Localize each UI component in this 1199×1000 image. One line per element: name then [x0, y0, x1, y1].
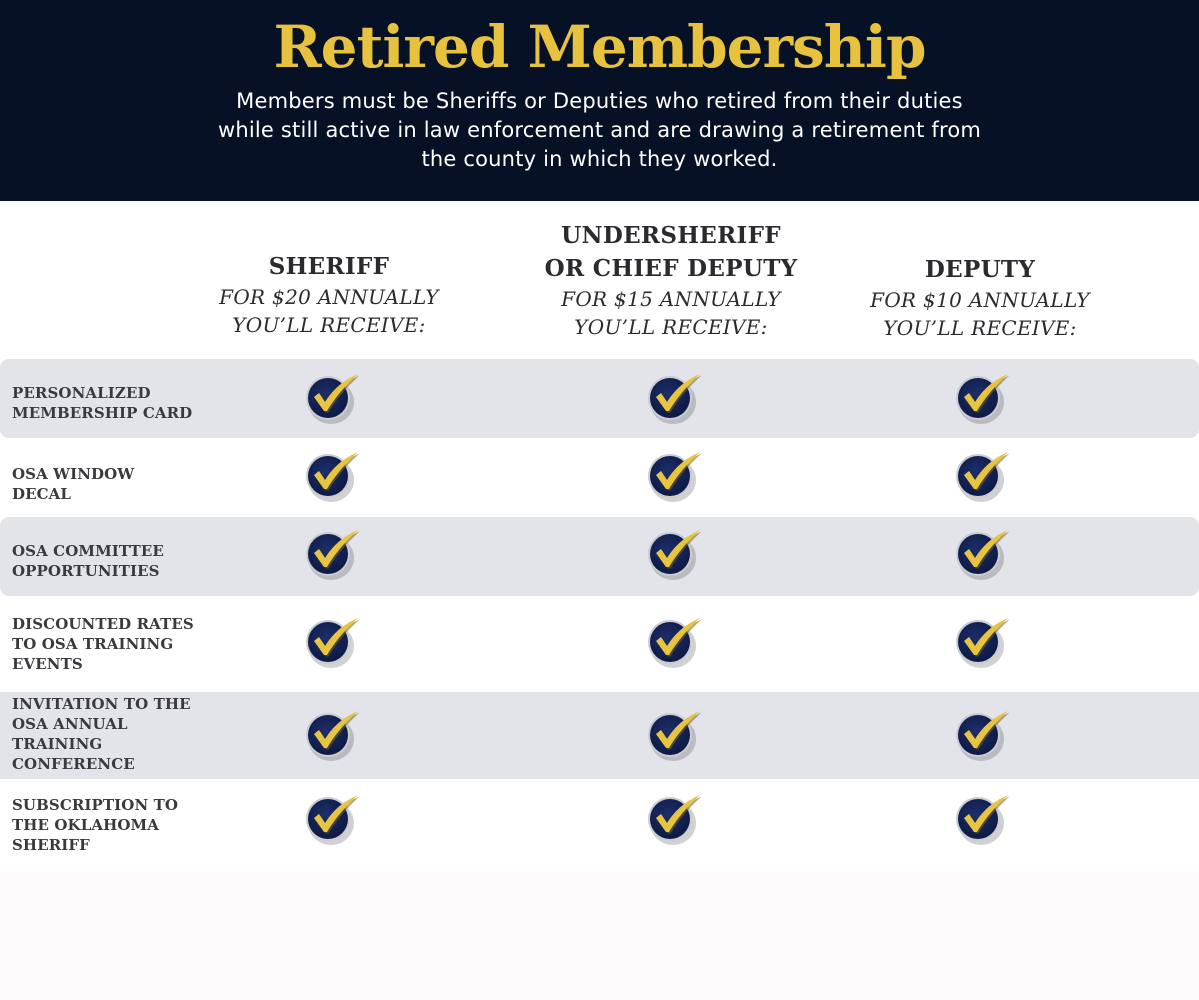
benefit-row	[0, 438, 1199, 517]
column-price: YOU’LL RECEIVE:	[574, 315, 768, 339]
checkmark-badge-icon	[952, 793, 1012, 849]
column-price: YOU’LL RECEIVE:	[883, 316, 1077, 340]
membership-comparison-table	[0, 201, 1199, 869]
checkmark-badge-icon	[302, 793, 362, 849]
benefit-label	[12, 464, 197, 504]
benefit-label-line: CONFERENCE	[12, 755, 135, 773]
column-price: YOU’LL RECEIVE:	[232, 313, 426, 337]
benefit-row	[0, 692, 1199, 779]
checkmark-badge-icon	[302, 616, 362, 672]
checkmark-badge-icon	[644, 528, 704, 584]
column-price: FOR $20 ANNUALLY	[219, 285, 439, 309]
column-header-deputy	[830, 253, 1130, 342]
benefit-label-line: THE OKLAHOMA	[12, 816, 159, 834]
checkmark-badge-icon	[644, 450, 704, 506]
checkmark-badge-icon	[952, 450, 1012, 506]
checkmark-badge-icon	[302, 450, 362, 506]
checkmark-badge-icon	[952, 616, 1012, 672]
benefit-label-line: TRAINING	[12, 735, 103, 753]
column-name: OR CHIEF DEPUTY	[544, 255, 798, 282]
checkmark-badge-icon	[644, 709, 704, 765]
checkmark-badge-icon	[644, 793, 704, 849]
benefit-row	[0, 517, 1199, 596]
benefit-label-line: SUBSCRIPTION TO	[12, 796, 179, 814]
header-banner	[0, 0, 1199, 201]
benefit-label-line: SHERIFF	[12, 836, 90, 854]
benefit-label-line: PERSONALIZED	[12, 384, 151, 402]
benefit-label-line: INVITATION TO THE	[12, 695, 191, 713]
benefit-row	[0, 779, 1199, 869]
benefit-label	[12, 383, 197, 423]
benefit-label	[12, 541, 197, 581]
benefit-label-line: OPPORTUNITIES	[12, 562, 160, 580]
benefit-label-line: MEMBERSHIP CARD	[12, 404, 193, 422]
benefit-label-line: OSA ANNUAL	[12, 715, 128, 733]
membership-description	[200, 87, 999, 174]
checkmark-badge-icon	[952, 528, 1012, 584]
benefit-label	[12, 614, 197, 674]
column-price: FOR $15 ANNUALLY	[561, 287, 781, 311]
benefit-label-line: OSA WINDOW DECAL	[12, 465, 135, 503]
description-line: Members must be Sheriffs or Deputies who retired from their duties	[236, 89, 963, 113]
column-header-undersheriff	[516, 219, 826, 341]
column-name: SHERIFF	[268, 253, 390, 280]
benefit-label-line: OSA COMMITTEE	[12, 542, 164, 560]
benefit-label-line: TO OSA TRAINING	[12, 635, 174, 653]
benefit-row	[0, 359, 1199, 438]
benefit-label-line: EVENTS	[12, 655, 83, 673]
column-header-sheriff	[179, 250, 479, 339]
checkmark-badge-icon	[302, 709, 362, 765]
checkmark-badge-icon	[302, 372, 362, 428]
benefit-label	[12, 795, 197, 855]
checkmark-badge-icon	[302, 528, 362, 584]
description-line: the county in which they worked.	[421, 147, 778, 171]
checkmark-badge-icon	[952, 372, 1012, 428]
benefit-row	[0, 596, 1199, 692]
column-price: FOR $10 ANNUALLY	[870, 288, 1090, 312]
checkmark-badge-icon	[952, 709, 1012, 765]
column-name: DEPUTY	[924, 256, 1036, 283]
checkmark-badge-icon	[644, 616, 704, 672]
description-line: while still active in law enforcement and are drawing a retirement from	[217, 118, 982, 142]
benefit-label-line: DISCOUNTED RATES	[12, 615, 194, 633]
page-title: Retired Membership	[273, 13, 926, 81]
benefit-label	[12, 694, 197, 774]
checkmark-badge-icon	[644, 372, 704, 428]
column-name: UNDERSHERIFF	[561, 222, 781, 249]
